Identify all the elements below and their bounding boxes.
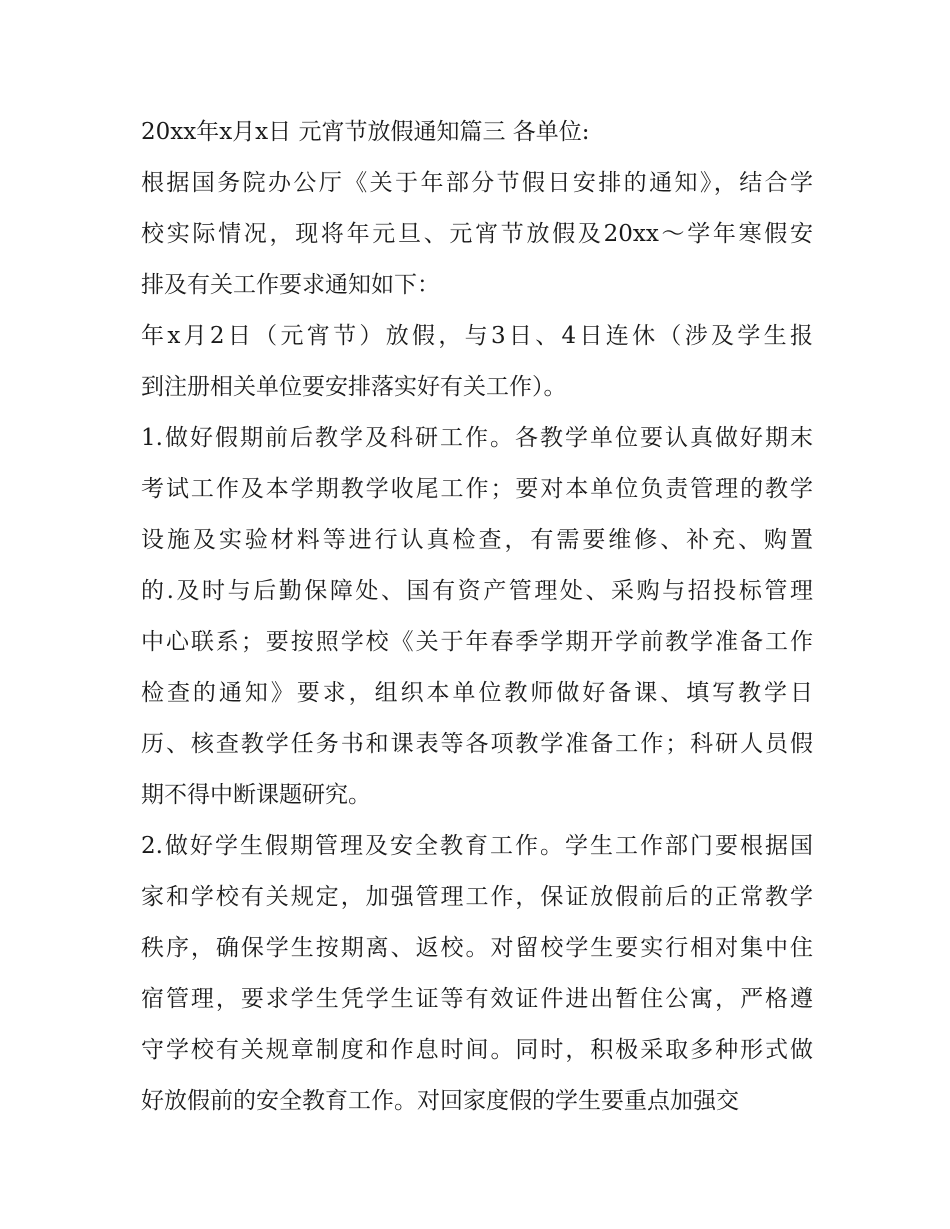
text-line: 的.及时与后勤保障处、国有资产管理处、采购与招投标管理 — [141, 578, 813, 604]
text-line: 排及有关工作要求通知如下： — [141, 272, 440, 298]
text-line: 宿管理，要求学生凭学生证等有效证件进出暂住公寓，严格遵 — [141, 986, 813, 1012]
text-line: 好放假前的安全教育工作。对回家度假的学生要重点加强交 — [141, 1088, 739, 1114]
text-line: 中心联系；要按照学校《关于年春季学期开学前教学准备工作 — [141, 629, 813, 655]
text-line: 校实际情况，现将年元旦、元宵节放假及20xx～学年寒假安 — [141, 221, 813, 247]
text-line: 历、核查教学任务书和课表等各项教学准备工作；科研人员假 — [141, 731, 813, 757]
text-line: 期不得中断课题研究。 — [141, 782, 371, 808]
text-line: 到注册相关单位要安排落实好有关工作）。 — [141, 374, 567, 400]
text-line: 2.做好学生假期管理及安全教育工作。学生工作部门要根据国 — [141, 833, 813, 859]
text-line: 家和学校有关规定，加强管理工作，保证放假前后的正常教学 — [141, 884, 813, 910]
text-line: 秩序，确保学生按期离、返校。对留校学生要实行相对集中住 — [141, 935, 813, 961]
text-line: 根据国务院办公厅《关于年部分节假日安排的通知》，结合学 — [141, 170, 813, 196]
text-line: 守学校有关规章制度和作息时间。同时，积极采取多种形式做 — [141, 1037, 813, 1063]
text-line-header: 20xx年x月x日 元宵节放假通知篇三 各单位: — [141, 119, 590, 145]
text-line: 年x月2日（元宵节）放假，与3日、4日连休（涉及学生报 — [141, 323, 813, 349]
text-line: 考试工作及本学期教学收尾工作；要对本单位负责管理的教学 — [141, 476, 813, 502]
text-line: 1.做好假期前后教学及科研工作。各教学单位要认真做好期末 — [141, 425, 813, 451]
text-line: 检查的通知》要求，组织本单位教师做好备课、填写教学日 — [141, 680, 813, 706]
text-line: 设施及实验材料等进行认真检查，有需要维修、补充、购置 — [141, 527, 813, 553]
document-body — [141, 107, 813, 1127]
